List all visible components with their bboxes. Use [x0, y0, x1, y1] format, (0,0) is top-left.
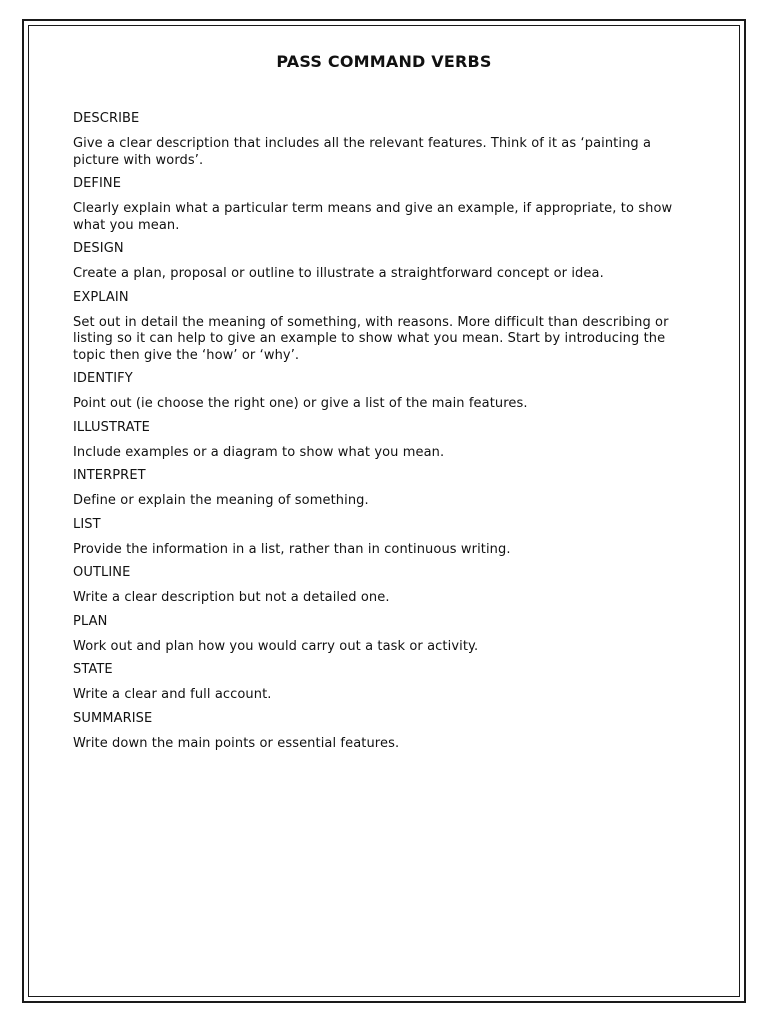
entry-term: DESCRIBE	[73, 111, 140, 126]
entry-interpret	[73, 467, 701, 510]
entry-term: INTERPRET	[73, 468, 146, 483]
entry-term: EXPLAIN	[73, 289, 129, 305]
entry-term: IDENTIFY	[73, 371, 133, 386]
entry-definition: Write a clear and full account.	[73, 687, 272, 702]
entry-term: SUMMARISE	[73, 710, 153, 726]
entry-define	[73, 175, 701, 234]
entry-term: DESIGN	[73, 241, 124, 256]
entry-plan	[73, 613, 701, 656]
page-title: PASS COMMAND VERBS	[276, 52, 492, 71]
command-verb-list	[73, 110, 701, 758]
entry-definition: Write down the main points or essential features.	[73, 735, 400, 751]
entry-state	[73, 661, 701, 704]
entry-definition: Point out (ie choose the right one) or give a list of the main features.	[73, 396, 528, 411]
entry-term: LIST	[73, 516, 101, 532]
entry-definition: Write a clear description but not a detailed one.	[73, 590, 390, 605]
entry-definition: Clearly explain what a particular term means and give an example, if appropriate, to show what you mean.	[73, 201, 673, 233]
entry-definition: Work out and plan how you would carry out a task or activity.	[73, 638, 479, 654]
entry-term: STATE	[73, 662, 113, 677]
entry-definition: Include examples or a diagram to show what you mean.	[73, 444, 445, 460]
entry-definition: Provide the information in a list, rather than in continuous writing.	[73, 541, 511, 557]
entry-outline	[73, 564, 701, 607]
entry-identify	[73, 370, 701, 413]
entry-definition: Define or explain the meaning of something.	[73, 493, 369, 508]
entry-term: PLAN	[73, 613, 108, 629]
entry-term: ILLUSTRATE	[73, 419, 150, 435]
entry-explain	[73, 289, 701, 365]
entry-definition: Give a clear description that includes all the relevant features. Think of it as ‘painting a picture with words’.	[73, 136, 652, 168]
entry-term: DEFINE	[73, 176, 122, 191]
entry-term: OUTLINE	[73, 565, 131, 580]
entry-list	[73, 516, 701, 559]
entry-describe	[73, 110, 701, 169]
entry-definition: Set out in detail the meaning of something, with reasons. More difficult than describing or listing so it can help to give an example to show what you mean. Start by introducing the topic then give the ‘how’ or ‘why’.	[73, 314, 669, 363]
entry-definition: Create a plan, proposal or outline to illustrate a straightforward concept or idea.	[73, 266, 604, 281]
entry-summarise	[73, 710, 701, 753]
entry-design	[73, 240, 701, 283]
entry-illustrate	[73, 419, 701, 462]
